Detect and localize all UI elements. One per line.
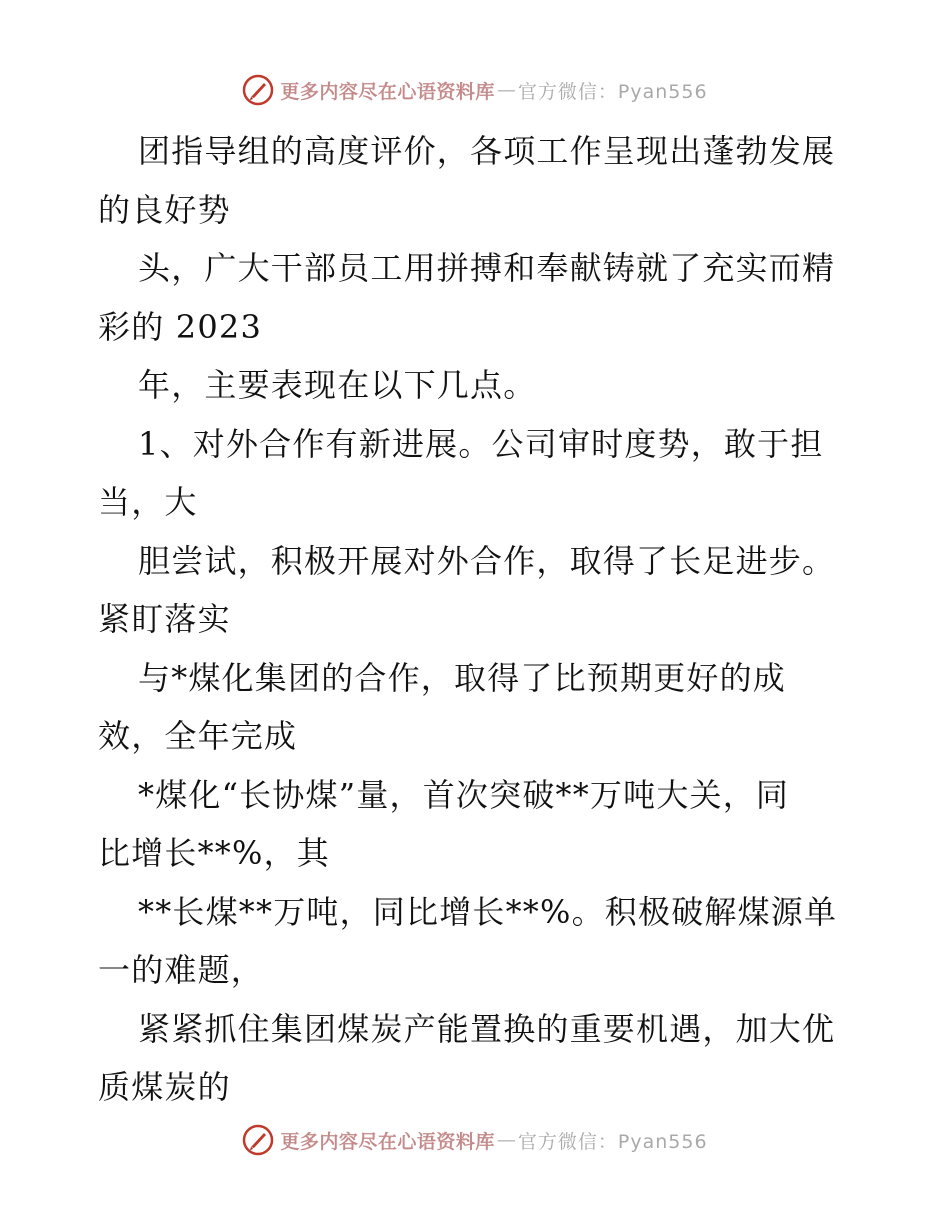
body-line: 胆尝试，积极开展对外合作，取得了长足进步。 xyxy=(138,541,836,580)
body-line: 当，大 xyxy=(98,483,198,521)
body-line: 紧紧抓住集团煤炭产能置换的重要机遇，加大优 xyxy=(138,1009,836,1048)
body-line: 的良好势 xyxy=(98,190,231,229)
body-line: 年，主要表现在以下几点。 xyxy=(138,366,537,404)
header-separator: — xyxy=(496,79,516,101)
header-banner xyxy=(0,70,950,110)
quill-logo-icon xyxy=(242,1124,274,1156)
header-promo-text: 更多内容尽在心语资料库 xyxy=(280,80,495,103)
body-line: 一的难题， xyxy=(98,951,265,989)
body-line: *煤化“长协煤”量，首次突破**万吨大关，同 xyxy=(138,775,790,814)
body-line: 比增长**%，其 xyxy=(98,834,331,872)
document-body xyxy=(98,122,868,1117)
footer-promo-text: 更多内容尽在心语资料库 xyxy=(280,1130,495,1153)
footer-separator: — xyxy=(496,1129,516,1151)
body-line: 团指导组的高度评价，各项工作呈现出蓬勃发展 xyxy=(138,132,836,170)
body-line: 头，广大干部员工用拼搏和奉献铸就了充实而精 xyxy=(138,249,836,287)
body-line: 质煤炭的 xyxy=(98,1068,231,1106)
body-line: 与*煤化集团的合作，取得了比预期更好的成 xyxy=(138,658,787,697)
footer-wechat-text: 官方微信：Pyan556 xyxy=(517,1130,708,1153)
footer-banner xyxy=(0,1120,950,1160)
body-line: **长煤**万吨，同比增长**%。积极破解煤源单 xyxy=(138,892,838,931)
quill-logo-icon xyxy=(242,74,274,106)
header-wechat-text: 官方微信：Pyan556 xyxy=(517,80,708,103)
body-line: 彩的 2023 xyxy=(98,307,263,346)
body-line: 1、对外合作有新进展。公司审时度势，敢于担 xyxy=(138,424,824,463)
body-line: 效，全年完成 xyxy=(98,717,298,755)
body-line: 紧盯落实 xyxy=(98,600,231,638)
